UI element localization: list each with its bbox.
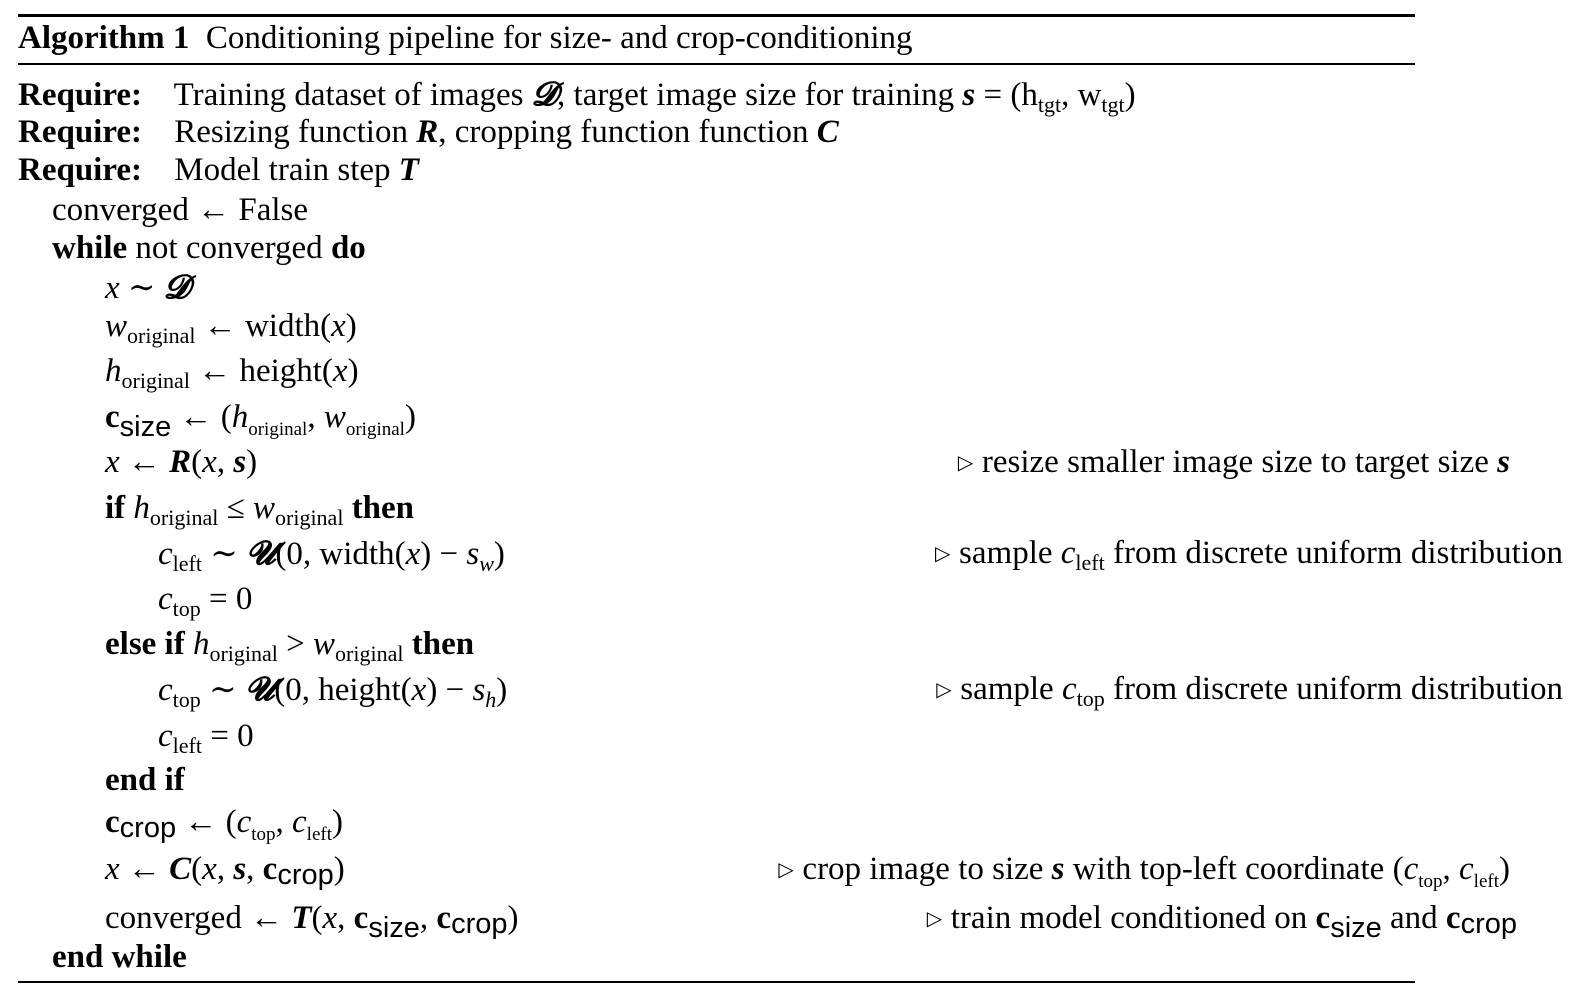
comment-triangle-icon: ▷ bbox=[926, 906, 943, 930]
comment-crop: ▷ crop image to size s with top-left coordinate ($c_{top}$, $c_{left}$) bbox=[778, 847, 1510, 891]
require-train-step: Require: Model train step T bbox=[18, 152, 419, 188]
comment-triangle-icon: ▷ bbox=[957, 450, 974, 474]
line-init-converged: converged ← False bbox=[52, 192, 309, 228]
require-dataset: Require: Training dataset of images 𝓓, target image size for training $s = (h_{tgt}$, $w_{tgt}$) bbox=[18, 74, 1136, 117]
require-functions: Require: Resizing function R, cropping function function C bbox=[18, 114, 839, 150]
line-c-crop: $c_{crop}$ ← ($c_{top}$, $c_{left}$) bbox=[105, 804, 343, 845]
line-c-size: $c_{size}$ ← ($h_{original}$, $w_{original}$) bbox=[105, 399, 416, 443]
comment-triangle-icon: ▷ bbox=[936, 677, 952, 701]
algorithm-label: Algorithm 1 bbox=[18, 20, 190, 56]
line-train-step: converged ← T(x, $c_{size}$, $c_{crop}$) ▷ train model conditioned on $c_{size}$ and $c_{crop}$ bbox=[0, 896, 1535, 940]
bottom-rule bbox=[18, 981, 1415, 983]
comment-resize: ▷ resize smaller image size to target size s bbox=[958, 440, 1510, 484]
comment-sample-top: ▷ sample $c_{top}$ from discrete uniform distribution bbox=[936, 667, 1563, 711]
line-end-if: end if bbox=[105, 762, 185, 798]
algorithm-title: Conditioning pipeline for size- and crop-conditioning bbox=[205, 20, 913, 56]
line-resize: x ← R(x, s) ▷ resize smaller image size to target size s bbox=[0, 440, 1535, 484]
line-c-top-zero: $c_{top} = 0$ bbox=[158, 581, 253, 621]
line-w-original: $w_{original}$ ← width(x) bbox=[105, 308, 357, 348]
line-if: if $h_{original} \le w_{original}$ then bbox=[105, 490, 415, 530]
line-c-top-sample: $c_{top}$ ∼ 𝓤(0, height(x) − $s_h$) ▷ sample $c_{top}$ from discrete uniform distribution bbox=[158, 669, 1563, 712]
comment-triangle-icon: ▷ bbox=[778, 857, 794, 881]
comment-sample-left: ▷ sample $c_{left}$ from discrete uniform distribution bbox=[935, 531, 1563, 575]
line-else-if: else if $h_{original} > w_{original}$ then bbox=[105, 626, 475, 666]
line-c-left-sample: $c_{left}$ ∼ 𝓤(0, width(x) − $s_w$) ▷ sample $c_{left}$ from discrete uniform distribution bbox=[158, 533, 1563, 576]
line-sample-x: x ∼ 𝓓 bbox=[105, 267, 190, 306]
caption-rule bbox=[18, 63, 1415, 65]
line-while: while not converged do bbox=[52, 230, 366, 266]
line-c-left-zero: $c_{left} = 0$ bbox=[158, 718, 254, 758]
comment-triangle-icon: ▷ bbox=[935, 541, 951, 565]
algorithm-caption bbox=[0, 16, 1448, 60]
line-end-while: end while bbox=[52, 939, 187, 975]
line-h-original: $h_{original}$ ← height(x) bbox=[105, 353, 359, 393]
comment-train: ▷ train model conditioned on $c_{size}$ and $c_{crop}$ bbox=[927, 896, 1517, 940]
line-crop: x ← C(x, s, $c_{crop}$) ▷ crop image to size s with top-left coordinate ($c_{top}$, $c_{left}$) bbox=[0, 847, 1535, 891]
